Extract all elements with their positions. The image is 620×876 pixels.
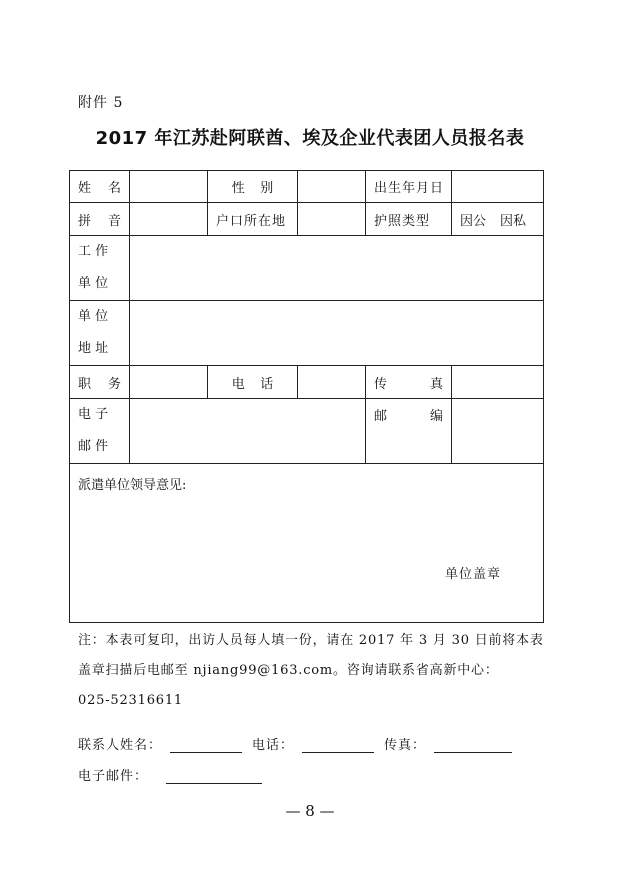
phone-field[interactable] xyxy=(298,366,366,399)
note-text xyxy=(78,626,558,716)
option-official[interactable]: 因公 xyxy=(460,213,487,229)
work-unit-field[interactable] xyxy=(130,236,544,301)
row-name xyxy=(70,171,544,203)
fax-field[interactable] xyxy=(452,366,544,399)
note-line-2: 盖章扫描后电邮至 njiang99@163.com。咨询请联系省高新中心： xyxy=(78,663,499,678)
name-label: 姓 名 xyxy=(70,171,130,203)
row-opinion xyxy=(70,464,544,623)
note-line-3: 025-52316611 xyxy=(78,693,183,708)
row-email xyxy=(70,399,544,464)
contact-name-label: 联系人姓名： xyxy=(78,738,163,753)
hukou-field[interactable] xyxy=(298,203,366,236)
pinyin-field[interactable] xyxy=(130,203,208,236)
contact-fax-label: 传真： xyxy=(384,738,427,753)
phone-label: 电 话 xyxy=(208,366,298,399)
contact-row-1 xyxy=(78,734,522,753)
pinyin-label: 拼 音 xyxy=(70,203,130,236)
opinion-label: 派遣单位领导意见: xyxy=(78,478,187,493)
email-field[interactable] xyxy=(130,399,366,464)
note-line-1: 注：本表可复印，出访人员每人填一份，请在 2017 年 3 月 30 日前将本表 xyxy=(78,633,544,648)
seal-label: 单位盖章 xyxy=(444,567,501,582)
contact-phone-label: 电话： xyxy=(252,738,295,753)
passport-type-options[interactable] xyxy=(452,203,544,236)
row-work-unit xyxy=(70,236,544,301)
row-unit-address xyxy=(70,301,544,366)
gender-field[interactable] xyxy=(298,171,366,203)
registration-form-table xyxy=(69,170,544,623)
contact-row-2 xyxy=(78,765,272,784)
contact-name-blank[interactable] xyxy=(170,738,242,753)
work-unit-label: 工 作 单 位 xyxy=(70,236,130,301)
hukou-label: 户口所在地 xyxy=(208,203,298,236)
contact-email-label: 电子邮件： xyxy=(78,769,149,784)
unit-address-label: 单 位 地 址 xyxy=(70,301,130,366)
form-title: 2017 年江苏赴阿联酋、埃及企业代表团人员报名表 xyxy=(95,128,525,149)
option-private[interactable]: 因私 xyxy=(500,213,527,229)
name-field[interactable] xyxy=(130,171,208,203)
opinion-field[interactable] xyxy=(70,464,544,623)
birth-field[interactable] xyxy=(452,171,544,203)
postcode-label: 邮 编 xyxy=(366,399,452,464)
contact-email-blank[interactable] xyxy=(166,769,262,784)
row-position xyxy=(70,366,544,399)
birth-label: 出生年月日 xyxy=(366,171,452,203)
annex-label: 附件 5 xyxy=(78,95,124,111)
fax-label: 传 真 xyxy=(366,366,452,399)
position-label: 职 务 xyxy=(70,366,130,399)
gender-label: 性 别 xyxy=(208,171,298,203)
unit-address-field[interactable] xyxy=(130,301,544,366)
page-number: — 8 — xyxy=(285,802,335,820)
email-label: 电 子 邮 件 xyxy=(70,399,130,464)
contact-fax-blank[interactable] xyxy=(434,738,512,753)
postcode-field[interactable] xyxy=(452,399,544,464)
position-field[interactable] xyxy=(130,366,208,399)
passport-type-label: 护照类型 xyxy=(366,203,452,236)
contact-phone-blank[interactable] xyxy=(302,738,374,753)
row-pinyin xyxy=(70,203,544,236)
